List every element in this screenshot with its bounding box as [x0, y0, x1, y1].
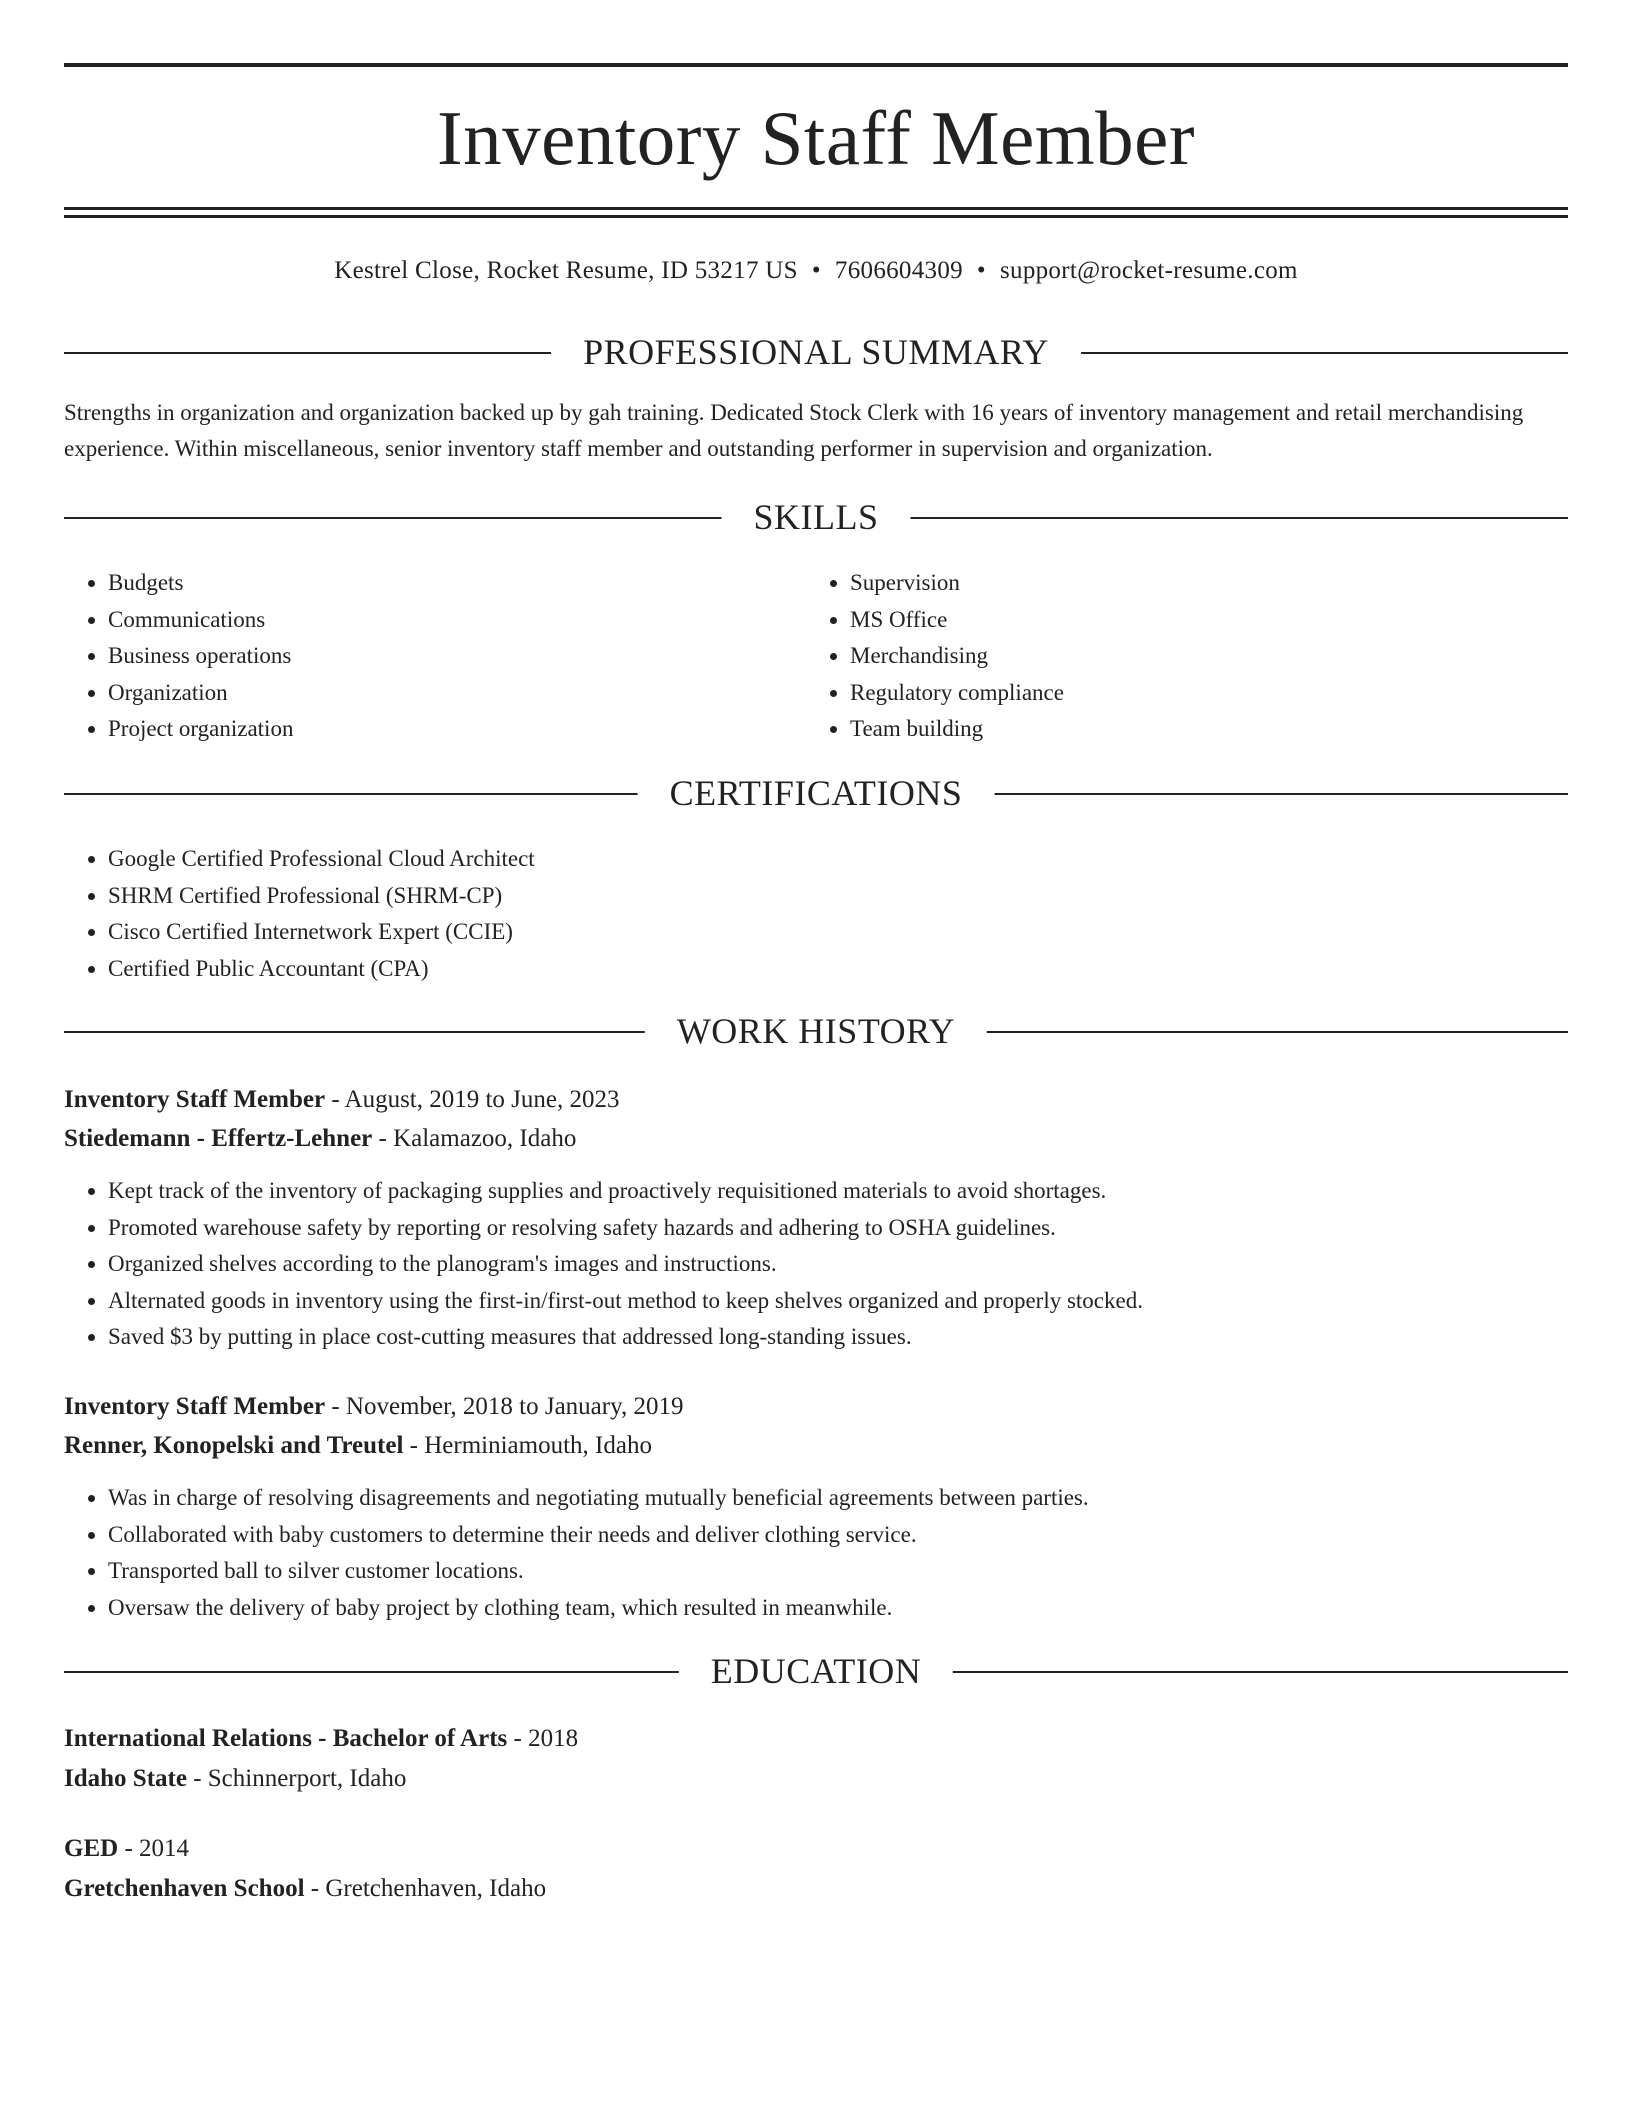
education-degree: GED	[64, 1835, 119, 1862]
skill-item: • Merchandising	[850, 638, 1550, 675]
job-company: Renner, Konopelski and Treutel	[64, 1432, 404, 1459]
education-location: - Schinnerport, Idaho	[193, 1765, 407, 1792]
job-bullet: • Transported ball to silver customer locations.	[108, 1553, 1568, 1590]
certifications-list	[64, 841, 1508, 987]
skill-item: • MS Office	[850, 602, 1550, 639]
job-bullet: • Collaborated with baby customers to determine their needs and deliver clothing service.	[108, 1517, 1568, 1554]
job-bullet: • Was in charge of resolving disagreements and negotiating mutually beneficial agreements between parties.	[108, 1480, 1568, 1517]
education-location: - Gretchenhaven, Idaho	[310, 1875, 547, 1902]
education-school-line	[64, 1759, 406, 1799]
education-degree-line	[64, 1829, 189, 1869]
certification-item: • Certified Public Accountant (CPA)	[108, 951, 1508, 988]
candidate-name: Inventory Staff Member	[437, 95, 1195, 181]
job-bullet: • Alternated goods in inventory using the first-in/first-out method to keep shelves organized and properly stocked.	[108, 1283, 1568, 1320]
job-bullet: • Saved $3 by putting in place cost-cutting measures that addressed long-standing issues.	[108, 1319, 1568, 1356]
section-title: CERTIFICATIONS	[638, 768, 995, 818]
job-bullets	[64, 1173, 1568, 1356]
certification-item: • SHRM Certified Professional (SHRM-CP)	[108, 878, 1508, 915]
education-school: Gretchenhaven School	[64, 1875, 305, 1902]
contact-phone: 7606604309	[834, 257, 963, 284]
job-bullets	[64, 1480, 1568, 1626]
education-school: Idaho State	[64, 1765, 187, 1792]
job-bullet: • Promoted warehouse safety by reporting or resolving safety hazards and adhering to OSHA guidelines.	[108, 1210, 1568, 1247]
skill-item: • Supervision	[850, 565, 1550, 602]
education-degree-line	[64, 1719, 578, 1759]
header-bottom-rule-second	[64, 215, 1568, 218]
section-heading-skills	[64, 492, 1568, 542]
section-heading-education	[64, 1646, 1568, 1696]
section-heading-work-history	[64, 1006, 1568, 1056]
job-title: Inventory Staff Member	[64, 1393, 326, 1420]
job-dates: - November, 2018 to January, 2019	[331, 1393, 684, 1420]
job-title-line	[64, 1080, 620, 1120]
skill-item: • Budgets	[108, 565, 808, 602]
job-bullet: • Organized shelves according to the planogram's images and instructions.	[108, 1246, 1568, 1283]
education-school-line	[64, 1869, 546, 1909]
education-year: - 2018	[513, 1725, 579, 1752]
section-title: SKILLS	[721, 492, 910, 542]
section-heading-certifications	[64, 768, 1568, 818]
header-bottom-rule	[64, 207, 1568, 210]
job-title-line	[64, 1387, 683, 1427]
job-bullet: • Oversaw the delivery of baby project by clothing team, which resulted in meanwhile.	[108, 1590, 1568, 1627]
skills-list-left	[64, 565, 808, 748]
skill-item: • Communications	[108, 602, 808, 639]
job-location: - Herminiamouth, Idaho	[409, 1432, 652, 1459]
contact-email: support@rocket-resume.com	[999, 257, 1298, 284]
skill-item: • Team building	[850, 711, 1550, 748]
skill-item: • Business operations	[108, 638, 808, 675]
contact-address: Kestrel Close, Rocket Resume, ID 53217 US	[334, 257, 798, 284]
job-company-line	[64, 1426, 652, 1466]
job-company: Stiedemann - Effertz-Lehner	[64, 1125, 373, 1152]
skills-list-right	[806, 565, 1550, 748]
contact-separator: •	[976, 257, 986, 284]
summary-text: Strengths in organization and organization backed up by gah training. Dedicated Stock Clerk with 16 years of inventory management and retail merchandising experience. Within miscellaneous, senior inventory staff member and outstanding performer in supervision and organization.	[64, 400, 1524, 461]
section-heading-summary	[64, 327, 1568, 377]
education-degree: International Relations - Bachelor of Arts	[64, 1725, 508, 1752]
section-title: WORK HISTORY	[645, 1006, 987, 1056]
skill-item: • Project organization	[108, 711, 808, 748]
job-company-line	[64, 1119, 576, 1159]
job-location: - Kalamazoo, Idaho	[378, 1125, 577, 1152]
job-title: Inventory Staff Member	[64, 1086, 326, 1113]
section-title: EDUCATION	[679, 1646, 953, 1696]
certification-item: • Google Certified Professional Cloud Architect	[108, 841, 1508, 878]
skill-item: • Organization	[108, 675, 808, 712]
job-bullet: • Kept track of the inventory of packaging supplies and proactively requisitioned materials to avoid shortages.	[108, 1173, 1568, 1210]
section-title: PROFESSIONAL SUMMARY	[551, 327, 1081, 377]
contact-separator: •	[811, 257, 821, 284]
skill-item: • Regulatory compliance	[850, 675, 1550, 712]
header-top-rule	[64, 63, 1568, 67]
contact-line	[64, 254, 1568, 288]
education-year: - 2014	[124, 1835, 190, 1862]
job-dates: - August, 2019 to June, 2023	[331, 1086, 620, 1113]
certification-item: • Cisco Certified Internetwork Expert (CCIE)	[108, 914, 1508, 951]
